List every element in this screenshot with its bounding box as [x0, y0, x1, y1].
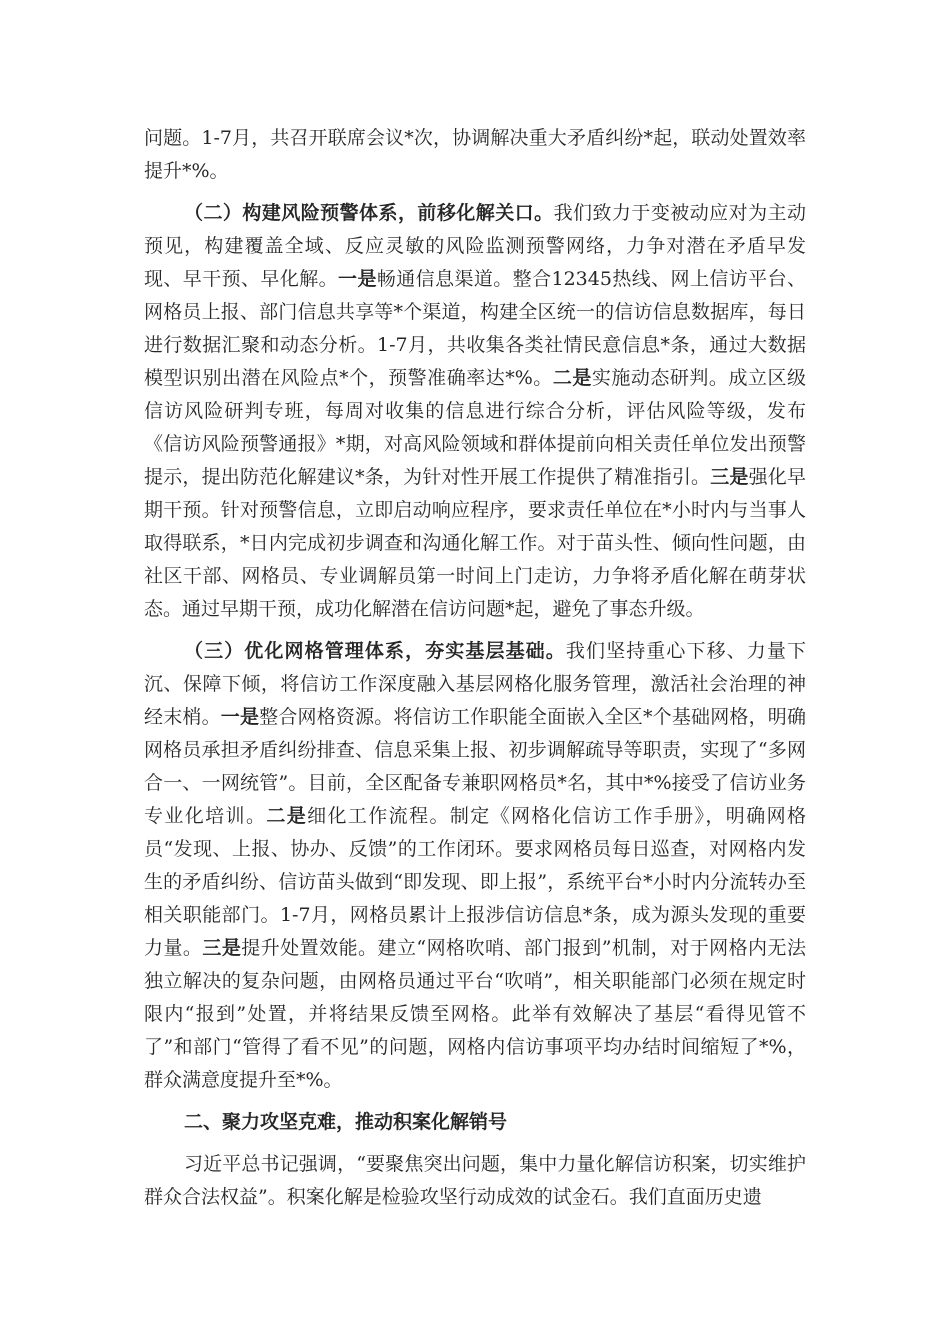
keyword-first: 一是 — [220, 706, 260, 728]
paragraph-text: 畅通信息渠道。整合12345热线、网上信访平台、网格员上报、部门信息共享等*个渠道，构建全区统一的信访信息数据库，每日进行数据汇聚和动态分析。1-7月，共收集各类社情民意信息*条，通过大数据模型识别出潜在风险点*个，预警准确率达*%。 — [144, 268, 806, 389]
paragraph-grid-management — [144, 635, 806, 1097]
document-page — [144, 122, 806, 1223]
keyword-third: 三是 — [710, 466, 749, 488]
paragraph-text: 实施动态研判。成立区级信访风险研判专班，每周对收集的信息进行综合分析，评估风险等级，发布《信访风险预警通报》*期，对高风险领域和群体提前向相关责任单位发出预警提示，提出防范化解建议*条，为针对性开展工作提供了精准指引。 — [144, 367, 806, 488]
paragraph-text: 提升处置效能。建立“网格吹哨、部门报到”机制，对于网格内无法独立解决的复杂问题，由网格员通过平台“吹哨”，相关职能部门必须在规定时限内“报到”处置，并将结果反馈至网格。此举有效解决了基层“看得见管不了”和部门“管得了看不见”的问题，网格内信访事项平均办结时间缩短了*%，群众满意度提升至*%。 — [144, 937, 806, 1091]
keyword-first: 一是 — [338, 268, 377, 290]
section-title-grid-management: （三）优化网格管理体系，夯实基层基础。 — [184, 640, 566, 662]
keyword-second: 二是 — [266, 805, 308, 827]
paragraph-text: 我们致力于变被动应对为主动预见，构建覆盖全域、反应灵敏的风险监测预警网络，力争对潜在矛盾早发现、早干预、早化解。 — [144, 202, 806, 290]
paragraph-text: 我们坚持重心下移、力量下沉、保障下倾，将信访工作深度融入基层网格化服务管理，激活社会治理的神经末梢。 — [144, 640, 806, 728]
keyword-third: 三是 — [202, 937, 242, 959]
paragraph-text: 细化工作流程。制定《网格化信访工作手册》，明确网格员“发现、上报、协办、反馈”的工作闭环。要求网格员每日巡查，对网格内发生的矛盾纠纷、信访苗头做到“即发现、即上报”，系统平台*小时内分流转办至相关职能部门。1-7月，网格员累计上报涉信访信息*条，成为源头发现的重要力量。 — [144, 805, 806, 959]
paragraph-backlog-intro: 习近平总书记强调，“要聚焦突出问题，集中力量化解信访积案，切实维护群众合法权益”。积案化解是检验攻坚行动成效的试金石。我们直面历史遗 — [144, 1153, 806, 1208]
paragraph-risk-warning — [144, 197, 806, 626]
paragraph-text: 强化早期干预。针对预警信息，立即启动响应程序，要求责任单位在*小时内与当事人取得联系，*日内完成初步调查和沟通化解工作。对于苗头性、倾向性问题，由社区干部、网格员、专业调解员第一时间上门走访，力争将矛盾化解在萌芽状态。通过早期干预，成功化解潜在信访问题*起，避免了事态升级。 — [144, 466, 806, 620]
section-heading-backlog: 二、聚力攻坚克难，推动积案化解销号 — [184, 1111, 508, 1133]
paragraph-text: 整合网格资源。将信访工作职能全面嵌入全区*个基础网格，明确网格员承担矛盾纠纷排查、信息采集上报、初步调解疏导等职责，实现了“多网合一、一网统管”。目前，全区配备专兼职网格员*名，其中*%接受了信访业务专业化培训。 — [144, 706, 806, 827]
paragraph-continuation: 问题。1-7月，共召开联席会议*次，协调解决重大矛盾纠纷*起，联动处置效率提升*%。 — [144, 127, 806, 182]
keyword-second: 二是 — [552, 367, 592, 389]
section-title-risk-warning: （二）构建风险预警体系，前移化解关口。 — [184, 202, 554, 224]
